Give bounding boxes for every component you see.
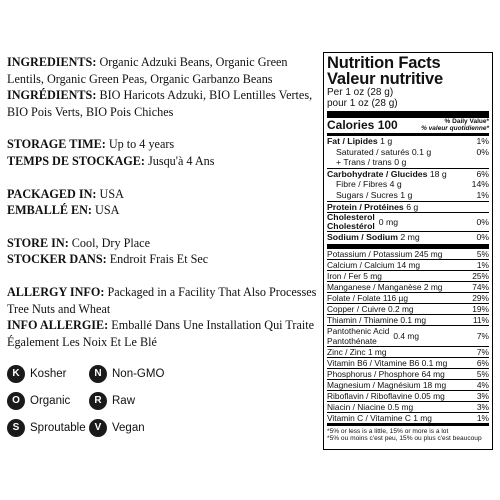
fat-amount: 1 g bbox=[380, 136, 393, 146]
mineral-dv: 25% bbox=[472, 270, 489, 281]
mineral-dv: 3% bbox=[476, 401, 489, 412]
product-info bbox=[7, 54, 323, 350]
mineral-label: Manganese / Manganèse 2 mg bbox=[327, 281, 443, 292]
allergy-fr-label: INFO ALLERGIE: bbox=[7, 318, 109, 333]
serving-size-fr: pour 1 oz (28 g) bbox=[327, 98, 398, 109]
sodium-dv: 0% bbox=[476, 232, 489, 243]
fibre-row bbox=[327, 179, 489, 190]
fat-row bbox=[327, 136, 489, 147]
mineral-label: Iron / Fer 5 mg bbox=[327, 270, 382, 281]
cholesterol-label-en: Cholesterol bbox=[327, 212, 375, 223]
calories: Calories 100 bbox=[327, 118, 398, 132]
mineral-row bbox=[327, 413, 489, 423]
sugars-dv: 1% bbox=[476, 189, 489, 200]
mineral-label: Magnesium / Magnésium 18 mg bbox=[327, 379, 447, 390]
badge-label: Raw bbox=[112, 394, 136, 407]
sproutable-icon: S bbox=[7, 419, 25, 437]
storage-en-label: STORAGE TIME: bbox=[7, 137, 106, 152]
cholesterol-label-fr: Cholestérol bbox=[327, 221, 375, 232]
mineral-label: Zinc / Zinc 1 mg bbox=[327, 346, 387, 357]
serving-size-en: Per 1 oz (28 g) bbox=[327, 87, 394, 98]
mineral-row bbox=[327, 369, 489, 379]
protein-label: Protein / Protéines bbox=[327, 201, 404, 212]
pantothenic-label-fr: Pantothénate bbox=[327, 335, 377, 346]
protein-row bbox=[327, 202, 489, 213]
badge-non-gmo bbox=[89, 365, 179, 383]
mineral-label: Niacin / Niacine 0.5 mg bbox=[327, 401, 414, 412]
mineral-row bbox=[327, 293, 489, 303]
mineral-label: Potassium / Potassium 245 mg bbox=[327, 248, 443, 259]
pantothenic-amount: 0.4 mg bbox=[393, 330, 419, 341]
mineral-dv: 19% bbox=[472, 303, 489, 314]
mineral-dv: 5% bbox=[476, 368, 489, 379]
carb-row bbox=[327, 169, 489, 180]
mineral-row bbox=[327, 260, 489, 270]
sodium-label: Sodium / Sodium bbox=[327, 232, 398, 243]
badge-label: Organic bbox=[30, 394, 71, 407]
mineral-row bbox=[327, 282, 489, 292]
store-fr bbox=[7, 251, 323, 268]
badge-vegan bbox=[89, 419, 179, 437]
allergy-fr bbox=[7, 317, 323, 350]
packaged-en-label: PACKAGED IN: bbox=[7, 186, 97, 201]
allergy-en bbox=[7, 284, 323, 317]
sugars-label: Sugars / Sucres bbox=[336, 189, 398, 200]
organic-icon: O bbox=[7, 392, 25, 410]
mineral-dv: 1% bbox=[476, 412, 489, 423]
storage-fr bbox=[7, 153, 323, 170]
pantothenic-row bbox=[327, 326, 489, 346]
storage-fr-text: Jusqu'à 4 Ans bbox=[147, 153, 215, 168]
ingredients-en-text: Organic Adzuki Beans, Organic Green Lentils, Organic Green Peas, Organic Garbanzo Beans bbox=[7, 55, 288, 86]
badge-raw bbox=[89, 392, 179, 410]
badge-organic bbox=[7, 392, 89, 410]
trans-row bbox=[327, 157, 489, 168]
badge-label: Vegan bbox=[112, 421, 145, 434]
ingredients-en-label: INGREDIENTS: bbox=[7, 55, 97, 69]
badge-label: Non-GMO bbox=[112, 367, 165, 380]
allergy-en-text: Packaged in a Facility That Also Processes Tree Nuts and Wheat bbox=[7, 284, 317, 316]
ingredients-fr-text: BIO Haricots Adzuki, BIO Lentilles Vertes, BIO Pois Verts, BIO Pois Chiches bbox=[7, 88, 313, 119]
mineral-label: Calcium / Calcium 14 mg bbox=[327, 259, 421, 270]
carb-dv: 6% bbox=[476, 168, 489, 179]
store-fr-label: STOCKER DANS: bbox=[7, 252, 107, 267]
pantothenic-dv: 7% bbox=[476, 330, 489, 341]
dv-header-fr: % valeur quotidienne* bbox=[421, 125, 489, 132]
store-en bbox=[7, 235, 323, 252]
sugars-row bbox=[327, 190, 489, 201]
storage-en bbox=[7, 136, 323, 153]
saturated-label: Saturated / saturés bbox=[336, 146, 410, 157]
cholesterol-row bbox=[327, 213, 489, 231]
packaged-en bbox=[7, 186, 323, 203]
saturated-dv: 0% bbox=[476, 146, 489, 157]
sodium-amount: 2 mg bbox=[400, 232, 420, 243]
mineral-dv: 5% bbox=[476, 248, 489, 259]
badge-label: Sproutable bbox=[30, 421, 86, 434]
carb-label: Carbohydrate / Glucides bbox=[327, 168, 428, 179]
vegan-icon: V bbox=[89, 419, 107, 437]
mineral-label: Copper / Cuivre 0.2 mg bbox=[327, 303, 414, 314]
cholesterol-amount: 0 mg bbox=[378, 216, 399, 227]
mineral-dv: 4% bbox=[476, 379, 489, 390]
allergy-en-label: ALLERGY INFO: bbox=[7, 284, 105, 299]
saturated-amount: 0.1 g bbox=[411, 146, 432, 157]
mineral-label: Riboflavin / Riboflavine 0.05 mg bbox=[327, 390, 445, 401]
mineral-row bbox=[327, 271, 489, 281]
mineral-label: Thiamin / Thiamine 0.1 mg bbox=[327, 314, 426, 325]
saturated-row bbox=[327, 147, 489, 158]
mineral-row bbox=[327, 380, 489, 390]
ingredients-fr-label: INGRÉDIENTS: bbox=[7, 88, 97, 103]
carb-amount: 18 g bbox=[429, 168, 447, 179]
mineral-row bbox=[327, 402, 489, 412]
storage-fr-label: TEMPS DE STOCKAGE: bbox=[7, 153, 145, 168]
badge-sproutable bbox=[7, 419, 89, 437]
fibre-label: Fibre / Fibres bbox=[336, 179, 388, 190]
mineral-row bbox=[327, 304, 489, 314]
pantothenic-label-en: Pantothenic Acid bbox=[327, 325, 390, 336]
mineral-dv: 11% bbox=[472, 314, 489, 325]
mineral-row bbox=[327, 347, 489, 357]
mineral-row bbox=[327, 315, 489, 325]
sugars-amount: 1 g bbox=[400, 189, 413, 200]
packaged-fr-text: USA bbox=[95, 203, 120, 218]
mineral-label: Vitamin B6 / Vitamine B6 0.1 mg bbox=[327, 357, 448, 368]
cholesterol-dv: 0% bbox=[476, 216, 489, 227]
packaged-fr-label: EMBALLÉ EN: bbox=[7, 203, 92, 218]
store-en-label: STORE IN: bbox=[7, 235, 69, 250]
mineral-label: Folate / Folate 116 µg bbox=[327, 292, 409, 303]
calories-row bbox=[327, 118, 489, 133]
mineral-row bbox=[327, 358, 489, 368]
fibre-amount: 4 g bbox=[389, 179, 402, 190]
fibre-dv: 14% bbox=[471, 179, 489, 190]
packaged-en-text: USA bbox=[99, 186, 124, 201]
raw-icon: R bbox=[89, 392, 107, 410]
store-en-text: Cool, Dry Place bbox=[71, 235, 150, 250]
allergy-fr-text: Emballé Dans Une Installation Qui Traite Également Les Noix Et Le Blé bbox=[7, 318, 315, 349]
mineral-label: Phosphorus / Phosphore 64 mg bbox=[327, 368, 445, 379]
badge-label: Kosher bbox=[30, 367, 67, 380]
trans-amount: 0 g bbox=[394, 157, 407, 168]
mineral-dv: 6% bbox=[476, 357, 489, 368]
protein-amount: 6 g bbox=[406, 201, 419, 212]
mineral-dv: 1% bbox=[476, 259, 489, 270]
mineral-dv: 7% bbox=[476, 346, 489, 357]
ingredients-en bbox=[7, 54, 323, 87]
mineral-dv: 3% bbox=[476, 390, 489, 401]
packaged-fr bbox=[7, 202, 323, 219]
storage-en-text: Up to 4 years bbox=[108, 137, 175, 152]
fat-dv: 1% bbox=[476, 136, 489, 146]
badge-kosher bbox=[7, 365, 89, 383]
nutrition-title-fr: Valeur nutritive bbox=[327, 70, 444, 88]
trans-label: + Trans / trans bbox=[336, 157, 392, 168]
mineral-label: Vitamin C / Vitamine C 1 mg bbox=[327, 412, 432, 423]
fat-label: Fat / Lipides bbox=[327, 136, 378, 146]
mineral-dv: 74% bbox=[472, 281, 489, 292]
dv-header-en: % Daily Value* bbox=[444, 118, 489, 125]
mineral-dv: 29% bbox=[472, 292, 489, 303]
kosher-icon: K bbox=[7, 365, 25, 383]
certification-badges bbox=[7, 360, 307, 441]
store-fr-text: Endroit Frais Et Sec bbox=[109, 252, 209, 267]
ingredients-fr bbox=[7, 87, 323, 120]
footnote-en: *5% or less is a little, 15% or more is a lot bbox=[327, 427, 449, 435]
nutrition-title-en: Nutrition Facts bbox=[327, 54, 441, 72]
nutrition-facts-panel bbox=[323, 52, 493, 450]
sodium-row bbox=[327, 232, 489, 243]
non-gmo-icon: N bbox=[89, 365, 107, 383]
mineral-row bbox=[327, 249, 489, 259]
mineral-row bbox=[327, 391, 489, 401]
footnote-fr: *5% ou moins c'est peu, 15% ou plus c'est beaucoup bbox=[327, 435, 482, 443]
